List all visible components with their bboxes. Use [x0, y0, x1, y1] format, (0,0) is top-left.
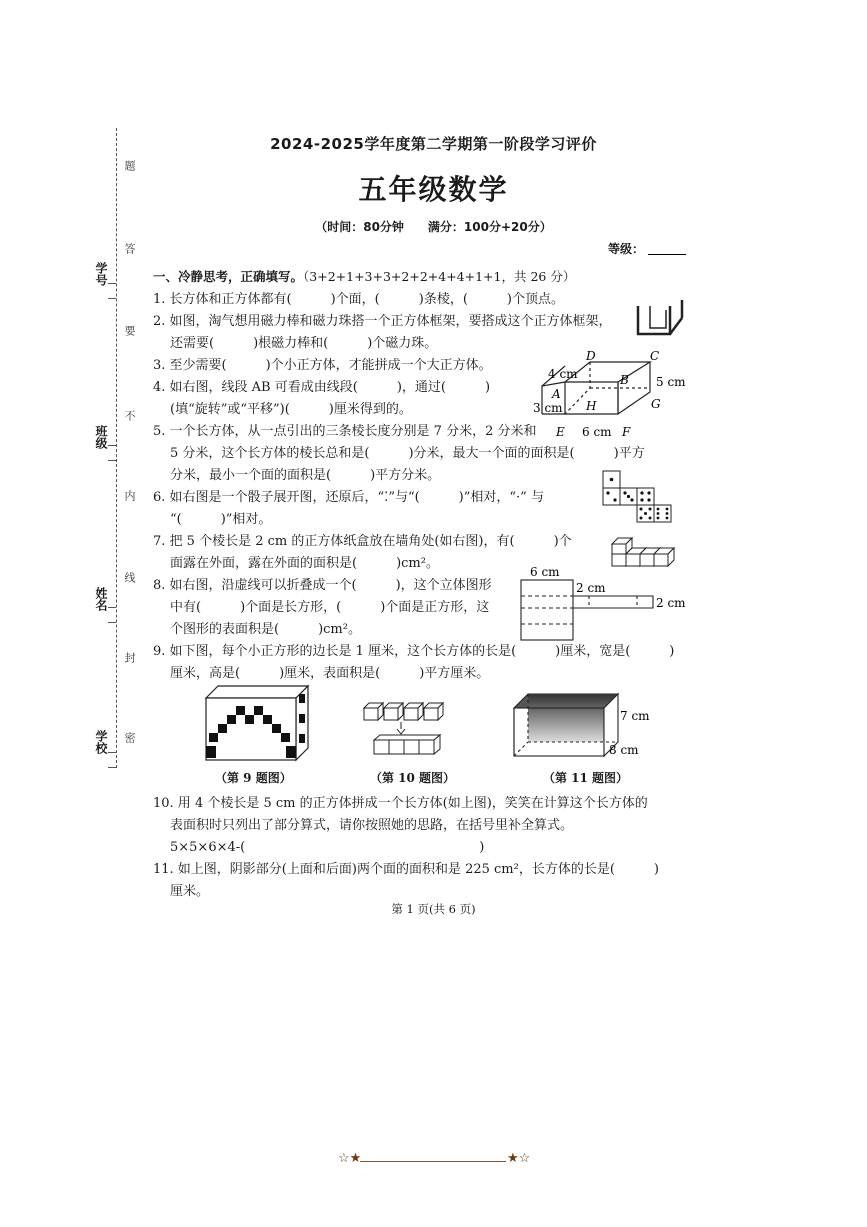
- question-11: 11. 如上图，阴影部分(上面和后面)两个面的面积和是 225 cm²，长方体的长是( ): [153, 862, 659, 877]
- figure-9-caption: （第 9 题图）: [215, 771, 292, 785]
- vertex-label: F: [622, 425, 631, 439]
- margin-label-class: 班级: [94, 425, 108, 449]
- exam-subject-title: 五年级数学: [358, 173, 509, 206]
- margin-label-student-id: 学号: [94, 262, 108, 286]
- grade-blank-line[interactable]: [648, 254, 686, 255]
- question-7: 7. 把 5 个棱长是 2 cm 的正方体纸盒放在墙角处(如右图)，有( )个: [153, 534, 572, 549]
- question-4-cont: (填“旋转”或“平移”)( )厘米得到的。: [170, 402, 412, 417]
- margin-word: 不: [123, 410, 136, 421]
- question-5-cont: 5 分米，这个长方体的棱长总和是( )分米，最大一个面的面积是( )平方: [170, 446, 645, 461]
- margin-tick: [108, 445, 116, 461]
- section-heading: [153, 268, 575, 286]
- margin-word: 密: [123, 732, 136, 743]
- margin-tick: [108, 607, 116, 623]
- question-2: 2. 如图，淘气想用磁力棒和磁力珠搭一个正方体框架，要搭成这个正方体框架，: [153, 314, 612, 329]
- figure-11-caption: （第 11 题图）: [543, 771, 629, 785]
- question-5-cont: 分米，最小一个面的面积是( )平方分米。: [170, 468, 441, 483]
- length-label: 4 cm: [548, 367, 578, 381]
- folding-net-figure: [520, 564, 690, 642]
- question-9: 9. 如下图，每个小正方形的边长是 1 厘米，这个长方体的长是( )厘米，宽是( ): [153, 644, 675, 659]
- vertex-label: C: [650, 349, 660, 363]
- figure-10-caption: （第 10 题图）: [370, 771, 456, 785]
- magnet-frame-figure: [630, 300, 690, 340]
- question-7-cont: 面露在外面，露在外面的面积是( )cm²。: [170, 556, 439, 571]
- margin-label-school: 学校: [94, 730, 108, 754]
- length-label: 8 cm: [609, 743, 639, 757]
- vertex-label: G: [651, 397, 661, 411]
- margin-label-name: 姓名: [94, 587, 108, 611]
- question-6: 6. 如右图是一个骰子展开图，还原后，“⁚”与“( )”相对，“·” 与: [153, 490, 544, 505]
- length-label: 3 cm: [533, 401, 563, 415]
- star-decoration-icon: ☆★: [338, 1151, 362, 1166]
- question-9-cont: 厘米，高是( )厘米，表面积是( )平方厘米。: [170, 666, 490, 681]
- exam-time-score-info: （时间：80分钟 满分：100分+20分）: [315, 220, 552, 234]
- question-10-formula: 5×5×6×4-( ): [170, 840, 485, 855]
- exam-term-title: 2024-2025学年度第二学期第一阶段学习评价: [270, 135, 597, 153]
- question-5: 5. 一个长方体，从一点引出的三条棱长度分别是 7 分米，2 分米和: [153, 424, 537, 439]
- question-6-cont: “( )”相对。: [170, 512, 272, 527]
- question-10-cont: 表面积时只列出了部分算式，请你按照她的思路，在括号里补全算式。: [170, 818, 574, 833]
- cubes-corner-figure: [608, 524, 688, 568]
- vertex-label: B: [620, 373, 629, 387]
- margin-word: 答: [123, 243, 136, 254]
- question-4: 4. 如右图，线段 AB 可看成由线段( )，通过( ): [153, 380, 491, 395]
- length-label: 7 cm: [620, 709, 650, 723]
- vertex-label: H: [586, 399, 597, 413]
- figure-9-grid-cuboid: [200, 684, 310, 764]
- figure-11-shaded-cuboid: [510, 692, 670, 762]
- margin-word: 内: [123, 490, 136, 501]
- question-1: 1. 长方体和正方体都有( )个面，( )条棱，( )个顶点。: [153, 292, 564, 307]
- length-label: 2 cm: [576, 581, 606, 595]
- question-8: 8. 如右图，沿虚线可以折叠成一个( )，这个立体图形: [153, 578, 492, 593]
- figure-10-four-cubes: [362, 700, 452, 762]
- margin-word: 封: [123, 652, 136, 663]
- footer-divider: [360, 1161, 506, 1162]
- question-11-cont: 厘米。: [170, 884, 210, 899]
- margin-tick: [108, 283, 116, 299]
- vertex-label: E: [556, 425, 565, 439]
- cuboid-translation-figure: [530, 348, 690, 440]
- length-label: 6 cm: [582, 425, 612, 439]
- star-decoration-icon: ★☆: [507, 1151, 531, 1166]
- question-3: 3. 至少需要( )个小正方体，才能拼成一个大正方体。: [153, 358, 492, 373]
- vertex-label: D: [586, 349, 596, 363]
- page-number: 第 1 页(共 6 页): [391, 902, 476, 916]
- section-title: 一、冷静思考，正确填写。: [153, 269, 304, 284]
- question-2-cont: 还需要( )根磁力棒和( )个磁力珠。: [170, 336, 438, 351]
- margin-word: 线: [123, 572, 136, 583]
- question-10: 10. 用 4 个棱长是 5 cm 的正方体拼成一个长方体(如上图)，笑笑在计算这个长方体的: [153, 796, 648, 811]
- question-8-cont: 个图形的表面积是( )cm²。: [170, 622, 361, 637]
- section-points: （3+2+1+3+3+2+2+4+4+1+1，共 26 分）: [303, 269, 576, 284]
- vertex-label: A: [552, 387, 561, 401]
- margin-word: 要: [123, 325, 136, 336]
- dice-net-figure: [602, 470, 674, 524]
- length-label: 6 cm: [530, 565, 560, 579]
- grade-label: 等级：: [608, 242, 645, 256]
- length-label: 5 cm: [656, 375, 686, 389]
- length-label: 2 cm: [656, 596, 686, 610]
- question-8-cont: 中有( )个面是长方形，( )个面是正方形，这: [170, 600, 490, 615]
- margin-tick: [108, 752, 116, 768]
- margin-word: 题: [123, 160, 136, 171]
